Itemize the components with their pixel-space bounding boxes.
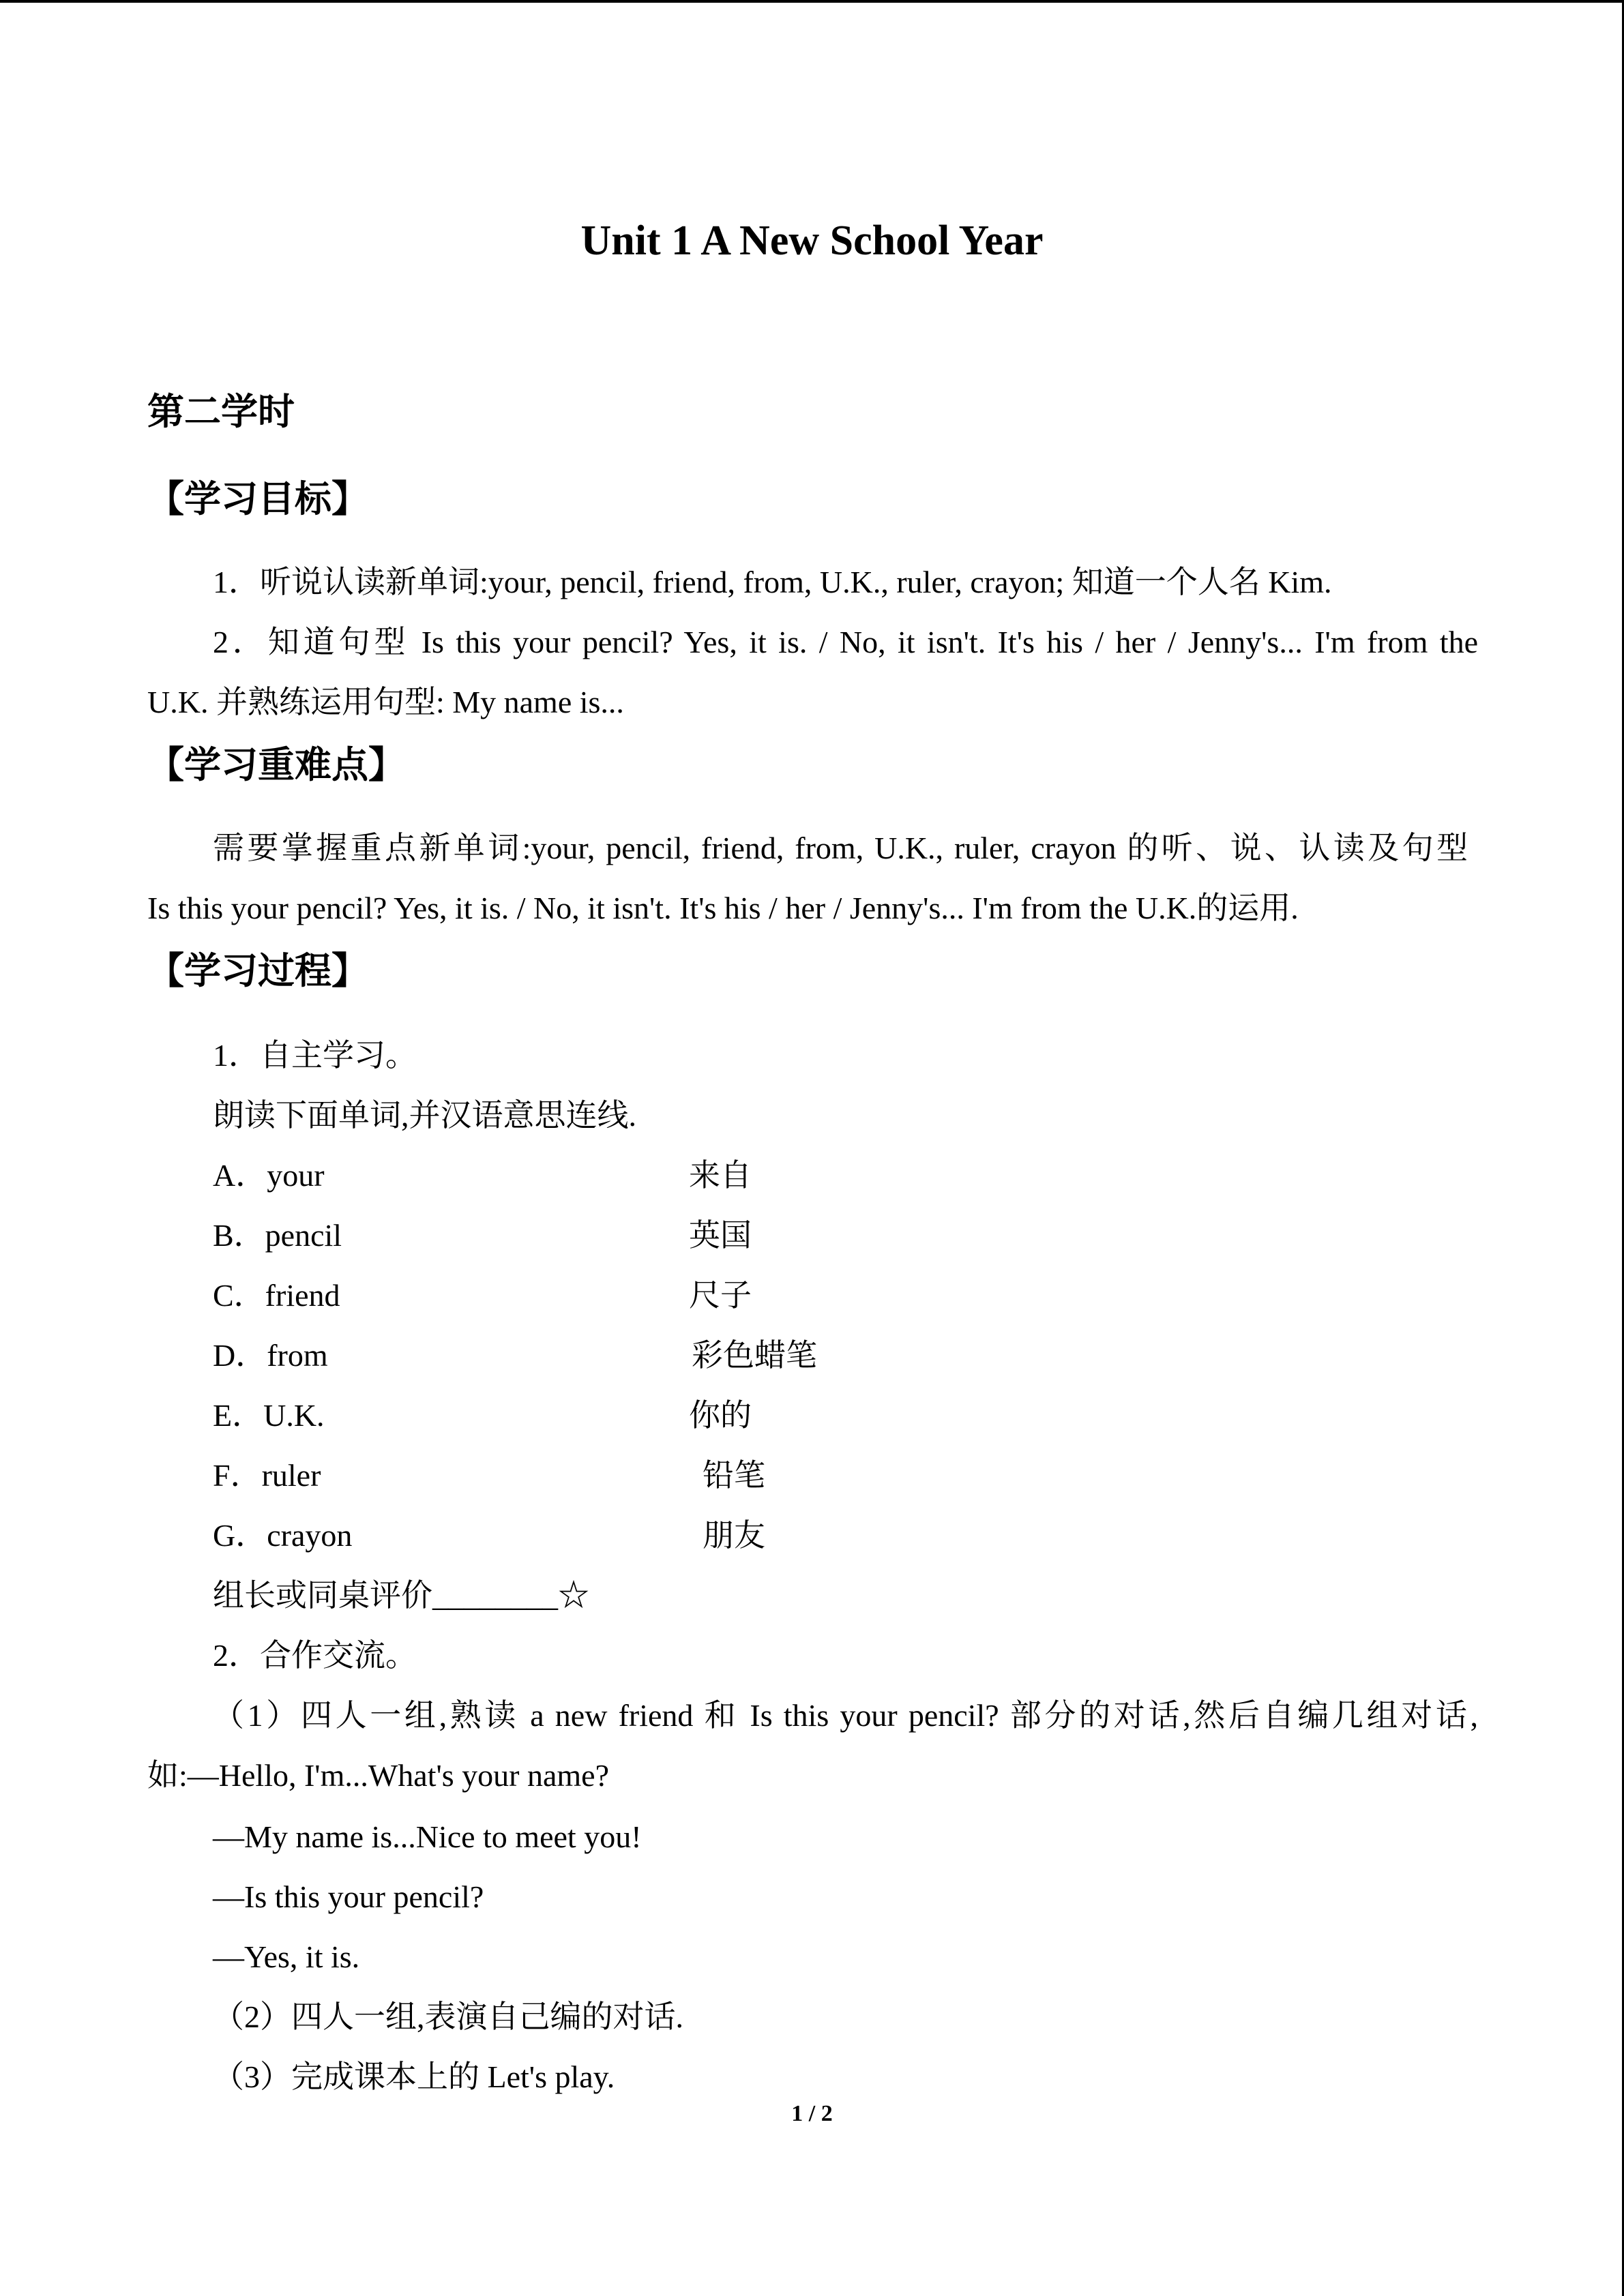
key-points-line-1: 需要掌握重点新单词:your, pencil, friend, from, U.K., ruler, crayon 的听、说、认读及句型 (213, 831, 1468, 865)
evaluation-line: 组长或同桌评价________☆ (213, 1578, 589, 1613)
matching-word: G．crayon (213, 1518, 353, 1553)
process-sub-2: （2）四人一组,表演自己编的对话. (213, 1999, 683, 2034)
goal-item-1: 1．听说认读新单词:your, pencil, friend, from, U.K., ruler, crayon; 知道一个人名 Kim. (213, 565, 1332, 599)
matching-meaning: 来自 (689, 1158, 752, 1193)
process-instruction: 朗读下面单词,并汉语意思连线. (213, 1098, 636, 1133)
matching-word: B．pencil (213, 1218, 342, 1253)
matching-meaning: 尺子 (689, 1278, 752, 1313)
process-sub-1-line-2: 如:—Hello, I'm...What's your name? (147, 1758, 610, 1793)
matching-word: C．friend (213, 1278, 340, 1313)
matching-word: D．from (213, 1338, 328, 1373)
dialogue-line: —Yes, it is. (213, 1939, 360, 1974)
section-key-points-heading: 【学习重难点】 (147, 743, 405, 786)
process-step-2: 2．合作交流。 (213, 1638, 417, 1673)
matching-meaning: 你的 (689, 1398, 752, 1433)
goal-item-2-line-2: U.K. 并熟练运用句型: My name is... (147, 685, 624, 719)
goal-item-2-line-1: 2．知道句型 Is this your pencil? Yes, it is. / No, it isn't. It's his / her / Jenny's... I'm from the (213, 625, 1478, 659)
key-points-line-2: Is this your pencil? Yes, it is. / No, it isn't. It's his / her / Jenny's... I'm from the U.K.的运用. (147, 891, 1299, 925)
top-border (0, 0, 1624, 3)
matching-word: A．your (213, 1158, 325, 1193)
dialogue-line: —My name is...Nice to meet you! (213, 1819, 642, 1854)
dialogue-line: —Is this your pencil? (213, 1879, 484, 1914)
section-goals-heading: 【学习目标】 (147, 477, 368, 520)
matching-word: E．U.K. (213, 1398, 325, 1433)
matching-meaning: 彩色蜡笔 (692, 1338, 817, 1373)
matching-meaning: 铅笔 (703, 1458, 765, 1493)
matching-meaning: 英国 (689, 1218, 752, 1253)
process-sub-1-line-1: （1）四人一组,熟读 a new friend 和 Is this your pencil? 部分的对话,然后自编几组对话, (213, 1698, 1478, 1733)
page-title: Unit 1 A New School Year (580, 218, 1044, 264)
lesson-label: 第二学时 (147, 390, 295, 433)
matching-meaning: 朋友 (703, 1518, 765, 1553)
section-process-heading: 【学习过程】 (147, 949, 368, 992)
matching-word: F．ruler (213, 1458, 321, 1493)
process-step-1: 1．自主学习。 (213, 1038, 417, 1073)
process-sub-3: （3）完成课本上的 Let's play. (213, 2059, 615, 2094)
page-number: 1 / 2 (791, 2101, 833, 2126)
